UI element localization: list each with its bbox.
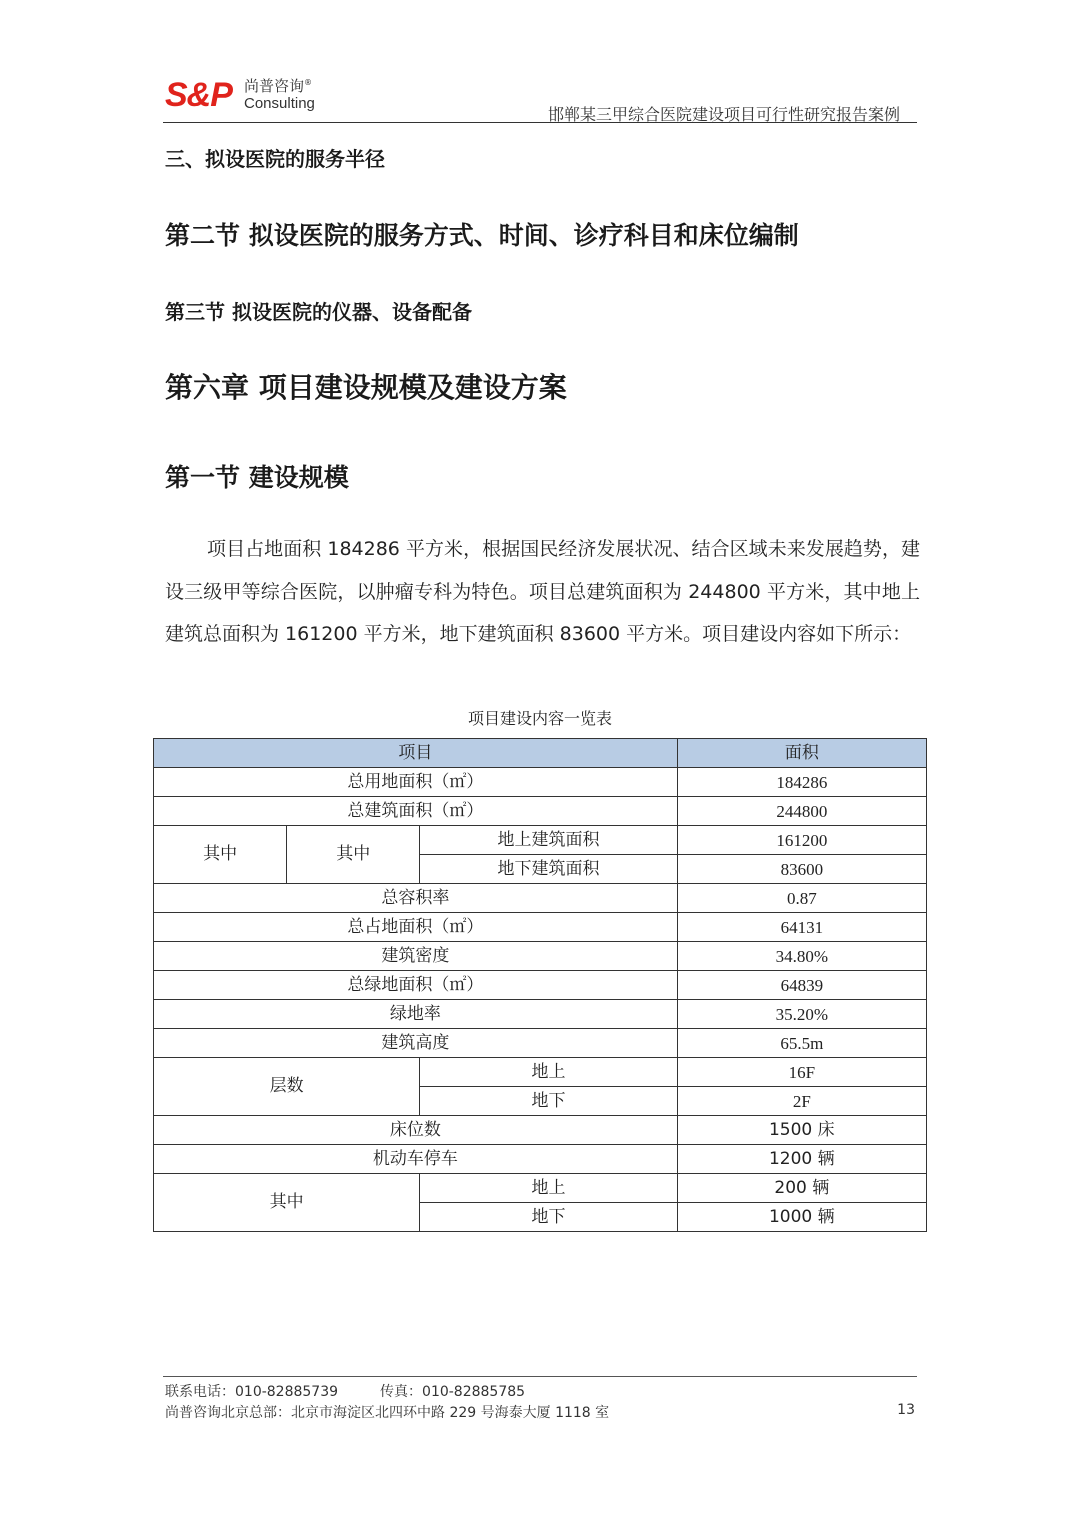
row-value: 1200 辆 — [677, 1145, 926, 1174]
table-row — [154, 1174, 927, 1203]
table-caption: 项目建设内容一览表 — [467, 709, 612, 728]
header-divider — [163, 122, 917, 123]
footer-fax: 传真：010-82885785 — [380, 1384, 526, 1400]
footer-contact — [165, 1381, 525, 1401]
table-row — [154, 942, 927, 971]
row-label: 总占地面积（㎡） — [154, 913, 678, 942]
heading-service-radius: 三、拟设医院的服务半径 — [165, 147, 385, 171]
row-value: 16F — [677, 1058, 926, 1087]
row-value: 1500 床 — [677, 1116, 926, 1145]
group-label: 其中 — [287, 826, 420, 884]
table-row — [154, 826, 927, 855]
row-value: 184286 — [677, 768, 926, 797]
table-row — [154, 1000, 927, 1029]
row-value: 244800 — [677, 797, 926, 826]
row-label: 总容积率 — [154, 884, 678, 913]
table-row — [154, 971, 927, 1000]
row-label: 地上 — [420, 1058, 677, 1087]
row-label: 地上 — [420, 1174, 677, 1203]
row-value: 200 辆 — [677, 1174, 926, 1203]
row-value: 35.20% — [677, 1000, 926, 1029]
group-label: 其中 — [154, 1174, 420, 1232]
header-item: 项目 — [154, 739, 678, 768]
footer-divider — [163, 1376, 917, 1377]
row-label: 总绿地面积（㎡） — [154, 971, 678, 1000]
heading-section-1: 第一节 建设规模 — [165, 463, 349, 492]
construction-content-table — [153, 738, 927, 1232]
row-value: 64131 — [677, 913, 926, 942]
paragraph-text: 项目占地面积 184286 平方米，根据国民经济发展状况、结合区域未来发展趋势，建设三级甲等综合医院，以肿瘤专科为特色。项目总建筑面积为 244800 平方米，其中地上建筑总面积为 161200 平方米，地下建筑面积 83600 平方米。项目建设内容如下所示： — [165, 538, 920, 645]
heading-chapter-6: 第六章 项目建设规模及建设方案 — [165, 371, 567, 404]
row-value: 64839 — [677, 971, 926, 1000]
row-label: 地下 — [420, 1087, 677, 1116]
table-header-row — [154, 739, 927, 768]
row-label: 总用地面积（㎡） — [154, 768, 678, 797]
table-row — [154, 768, 927, 797]
logo-chinese-name: 尚普咨询® — [244, 77, 313, 95]
row-value: 1000 辆 — [677, 1203, 926, 1232]
company-logo: S&P — [165, 76, 232, 114]
page-number: 13 — [897, 1402, 915, 1418]
row-value: 83600 — [677, 855, 926, 884]
table-row — [154, 1116, 927, 1145]
report-title: 邯郸某三甲综合医院建设项目可行性研究报告案例 — [547, 105, 900, 124]
row-label: 地上建筑面积 — [420, 826, 677, 855]
row-label: 床位数 — [154, 1116, 678, 1145]
table-row — [154, 797, 927, 826]
row-value: 0.87 — [677, 884, 926, 913]
footer-phone: 联系电话：010-82885739 — [165, 1384, 339, 1400]
row-value: 34.80% — [677, 942, 926, 971]
row-label: 建筑高度 — [154, 1029, 678, 1058]
table-row — [154, 1145, 927, 1174]
row-value: 2F — [677, 1087, 926, 1116]
table-row — [154, 913, 927, 942]
row-label: 机动车停车 — [154, 1145, 678, 1174]
heading-section-3: 第三节 拟设医院的仪器、设备配备 — [165, 300, 472, 324]
row-label: 总建筑面积（㎡） — [154, 797, 678, 826]
row-label: 建筑密度 — [154, 942, 678, 971]
row-value: 161200 — [677, 826, 926, 855]
row-label: 绿地率 — [154, 1000, 678, 1029]
logo-english-name: Consulting — [244, 95, 315, 112]
row-label: 地下建筑面积 — [420, 855, 677, 884]
header-area: 面积 — [677, 739, 926, 768]
footer-address: 尚普咨询北京总部：北京市海淀区北四环中路 229 号海泰大厦 1118 室 — [165, 1405, 610, 1421]
table-row — [154, 1058, 927, 1087]
heading-section-2: 第二节 拟设医院的服务方式、时间、诊疗科目和床位编制 — [165, 221, 799, 250]
body-paragraph — [165, 528, 920, 656]
table-row — [154, 884, 927, 913]
row-value: 65.5m — [677, 1029, 926, 1058]
table-row — [154, 1029, 927, 1058]
row-label: 地下 — [420, 1203, 677, 1232]
group-label: 层数 — [154, 1058, 420, 1116]
group-label: 其中 — [154, 826, 287, 884]
